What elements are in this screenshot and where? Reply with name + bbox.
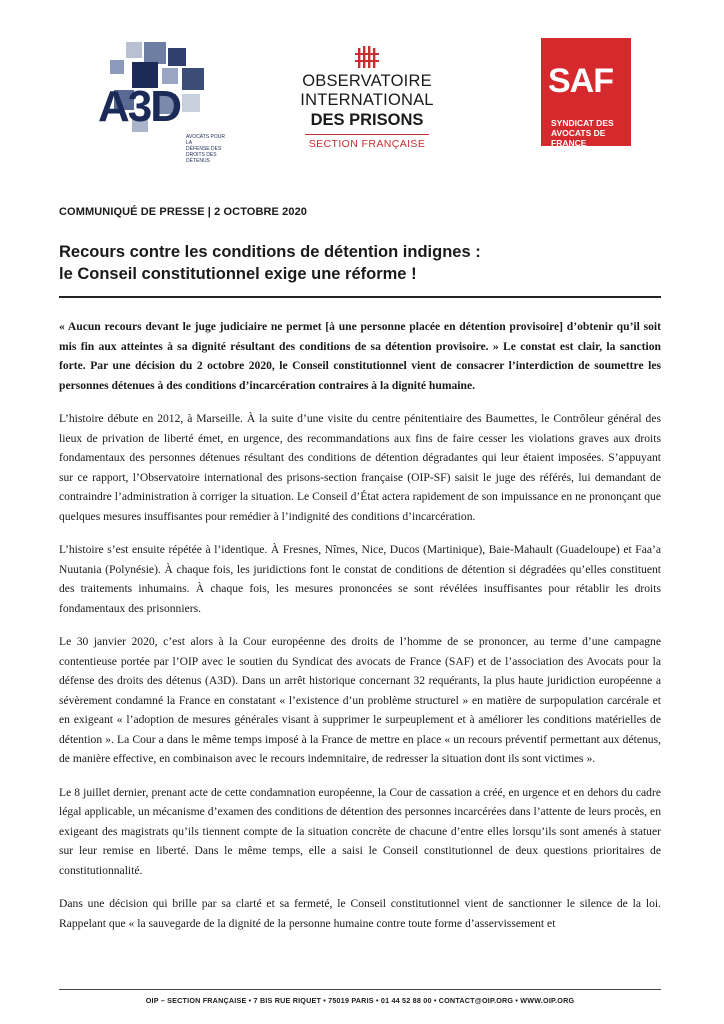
saf-tagline-line2: AVOCATS DE FRANCE [551, 128, 606, 148]
page-title [59, 241, 679, 285]
saf-tagline-line1: SYNDICAT DES [551, 118, 614, 128]
lead-paragraph: « Aucun recours devant le juge judiciaire ne permet [à une personne placée en détention provisoire] d’obtenir qu’il soit mis fin aux atteintes à sa dignité résultant des conditions de sa détention provisoire. » Le constat est clair, la sanction forte. Par une décision du 2 octobre 2020, le Conseil constitutionnel vient de consacrer l’interdiction de soumettre les personnes détenues à des conditions d’incarcération contraires à la dignité humaine. [59, 320, 661, 392]
saf-logo [541, 38, 631, 146]
title-line1: Recours contre les conditions de détention indignes : [59, 243, 481, 261]
a3d-tagline [186, 134, 226, 164]
a3d-wordmark: A3D [98, 82, 181, 131]
article-body [59, 317, 661, 947]
body-paragraph: L’histoire débute en 2012, à Marseille. À la suite d’une visite du centre pénitentiaire des Baumettes, le Contrôleur général des lieux de privation de liberté émet, en urgence, des recommandations aux fins de faire cesser les violations graves aux droits fondamentaux des personnes détenues résultant des conditions de détention dégradantes qui leur étaient imposées. S’appuyant sur ce rapport, l’Observatoire international des prisons-section française (OIP-SF) saisit le juge des référés, lui demandant de contraindre l’administration à corriger la situation. Le Conseil d’État actera rapidement de son impuissance en ne prononçant que quelques mesures insuffisantes pour remédier à l’indignité des conditions d’incarcération. [59, 412, 661, 523]
body-paragraph: Le 30 janvier 2020, c’est alors à la Cour européenne des droits de l’homme de se prononcer, au terme d’une campagne contentieuse portée par l’OIP avec le soutien du Syndicat des avocats de France (SAF) et de l’association des Avocats pour la défense des droits des détenus (A3D). Dans un arrêt historique concernant 32 requérants, la plus haute juridiction européenne a sévèrement condamné la France en constatant « l’existence d’un problème structurel » en matière de surpopulation carcérale et en exigeant « l’adoption de mesures générales visant à supprimer le surpeuplement et à améliorer les conditions matérielles de détention ». La Cour a dans le même temps imposé à la France de mettre en place « un recours préventif permettant aux détenus, de manière effective, en combinaison avec le recours indemnitaire, de redresser la situation dont ils sont victimes ». [59, 635, 661, 765]
a3d-tagline-line: DÉFENSE DES [186, 146, 222, 152]
body-paragraph: Dans une décision qui brille par sa clarté et sa fermeté, le Conseil constitutionnel vient de sanctionner le silence de la loi. Rappelant que « la sauvegarde de la dignité de la personne humaine contre toute forme d’asservissement et [59, 897, 661, 930]
oip-name-line2: DES PRISONS [310, 111, 424, 129]
oip-logo [262, 46, 472, 150]
a3d-tagline-line: DÉTENUS [186, 158, 210, 164]
header-logos [0, 0, 724, 164]
oip-divider [305, 134, 429, 135]
prison-bars-icon [354, 46, 380, 70]
a3d-tagline-line: DROITS DES [186, 152, 217, 158]
title-divider [59, 296, 661, 298]
saf-tagline [551, 118, 631, 148]
body-paragraph: Le 8 juillet dernier, prenant acte de cette condamnation européenne, la Cour de cassation a créé, en urgence et en dehors du cadre légal applicable, un mécanisme d’examen des conditions de détention des personnes incarcérées dans l’attente de leurs procès, en exigeant des magistrats qu’ils tiennent compte de la situation concrète de chacune d’entre elles lorsqu’ils sont amenés à statuer sur leur remise en liberté. Dans le même temps, elle a saisi le Conseil constitutionnel de deux questions prioritaires de constitutionnalité. [59, 785, 661, 877]
body-paragraph: L’histoire s’est ensuite répétée à l’identique. À Fresnes, Nîmes, Nice, Ducos (Martinique), Baie-Mahault (Guadeloupe) et Faa’a Nuutania (Polynésie). À chaque fois, les juridictions font le constat de conditions de détention si dégradées qu’elles constituent des traitements inhumains. À chaque fois, les mesures prononcées se sont révélées insuffisantes pour rétablir les droits fondamentaux des prisonniers. [59, 543, 661, 615]
a3d-tagline-line: AVOCATS POUR LA [186, 134, 225, 146]
saf-wordmark: SAF [548, 62, 613, 100]
a3d-logo [92, 38, 225, 164]
oip-section-label: SECTION FRANÇAISE [308, 138, 426, 150]
press-release-kicker: COMMUNIQUÉ DE PRESSE | 2 OCTOBRE 2020 [59, 206, 308, 218]
oip-name-line1: OBSERVATOIRE INTERNATIONAL [300, 72, 434, 109]
footer-contact: OIP – SECTION FRANÇAISE • 7 BIS RUE RIQUET • 75019 PARIS • 01 44 52 88 00 • CONTACT@OIP.ORG • WWW.OIP.ORG [145, 996, 575, 1005]
title-line2: le Conseil constitutionnel exige une réforme ! [59, 265, 417, 283]
footer-divider [59, 989, 661, 990]
